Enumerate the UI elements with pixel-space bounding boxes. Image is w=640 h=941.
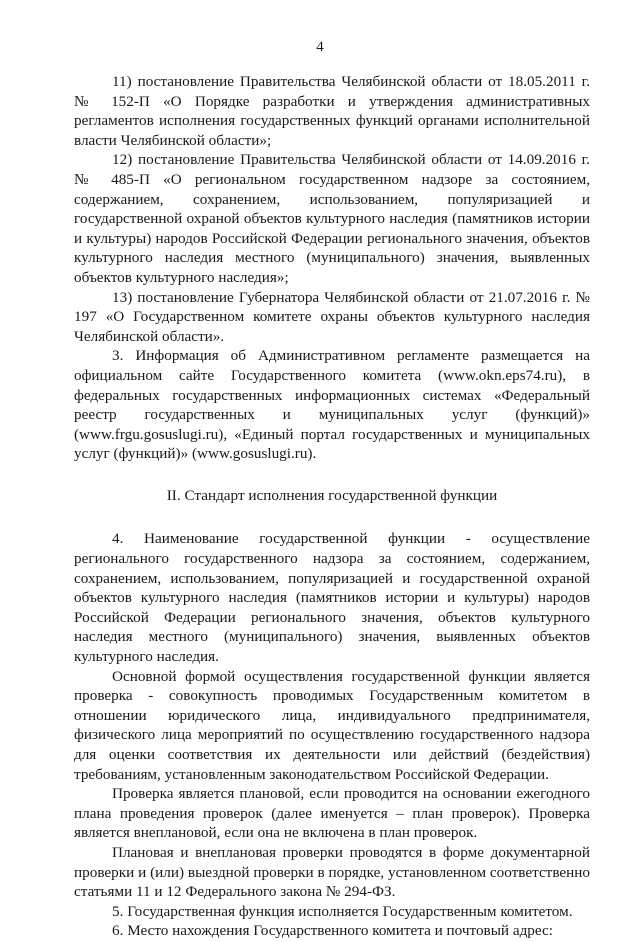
paragraph-item-11: 11) постановление Правительства Челябинской области от 18.05.2011 г. № 152-П «О Порядке разработки и утверждения административных регламентов исполнения государственных функций органами исполнительной власти Челябинской области»;	[74, 73, 590, 149]
paragraph-inspection-procedure: Плановая и внеплановая проверки проводятся в форме документарной проверки и (или) выездной проверки в порядке, установленном соответственно статьями 11 и 12 Федерального закона № 294-ФЗ.	[74, 843, 590, 901]
paragraph-clause-4: 4. Наименование государственной функции - осуществление регионального государственного надзора за состоянием, содержанием, сохранением, использованием, популяризацией и государственной охраной объектов культурного наследия (памятников истории и культуры) народов Российской Федерации регионального значения, объектов культурного наследия местного (муниципального) значения, выявленных объектов культурного наследия.	[74, 530, 590, 666]
paragraph-clause-5: 5. Государственная функция исполняется Государственным комитетом.	[112, 902, 573, 920]
paragraph-item-13: 13) постановление Губернатора Челябинской области от 21.07.2016 г. № 197 «О Государственном комитете охраны объектов культурного наследия Челябинской области».	[74, 288, 590, 345]
section-heading: II. Стандарт исполнения государственной функции	[166, 486, 498, 504]
page-number: 4	[316, 39, 324, 55]
paragraph-item-12: 12) постановление Правительства Челябинской области от 14.09.2016 г. № 485-П «О региональном государственном надзоре за состоянием, содержанием, сохранением, использованием, популяризацией и государственной охраной объектов культурного наследия (памятников истории и культуры) народов Российской Федерации регионального значения, объектов культурного наследия местного (муниципального) значения, выявленных объектов культурного наследия»;	[74, 151, 590, 286]
paragraph-clause-6: 6. Место нахождения Государственного комитета и почтовый адрес:	[112, 922, 553, 940]
paragraph-inspection-form: Основной формой осуществления государственной функции является проверка - совокупность проводимых Государственным комитетом в отношении юридического лица, индивидуального предпринимателя, физического лица мероприятий по осуществлению государственного надзора для оценки соответствия их деятельности или действий (бездействия) требованиям, установленным законодательством Российской Федерации.	[74, 667, 590, 783]
paragraph-inspection-types: Проверка является плановой, если проводится на основании ежегодного плана проведения проверок (далее именуется – план проверок). Проверка является внеплановой, если она не включена в план проверок.	[74, 785, 590, 842]
paragraph-clause-3: 3. Информация об Административном регламенте размещается на официальном сайте Государственного комитета (www.okn.eps74.ru), в федеральных государственных информационных системах «Федеральный реестр государственных и муниципальных услуг (функций)» (www.frgu.gosuslugi.ru), «Единый портал государственных и муниципальных услуг (функций)» (www.gosuslugi.ru).	[74, 347, 590, 463]
document-body	[74, 72, 590, 941]
